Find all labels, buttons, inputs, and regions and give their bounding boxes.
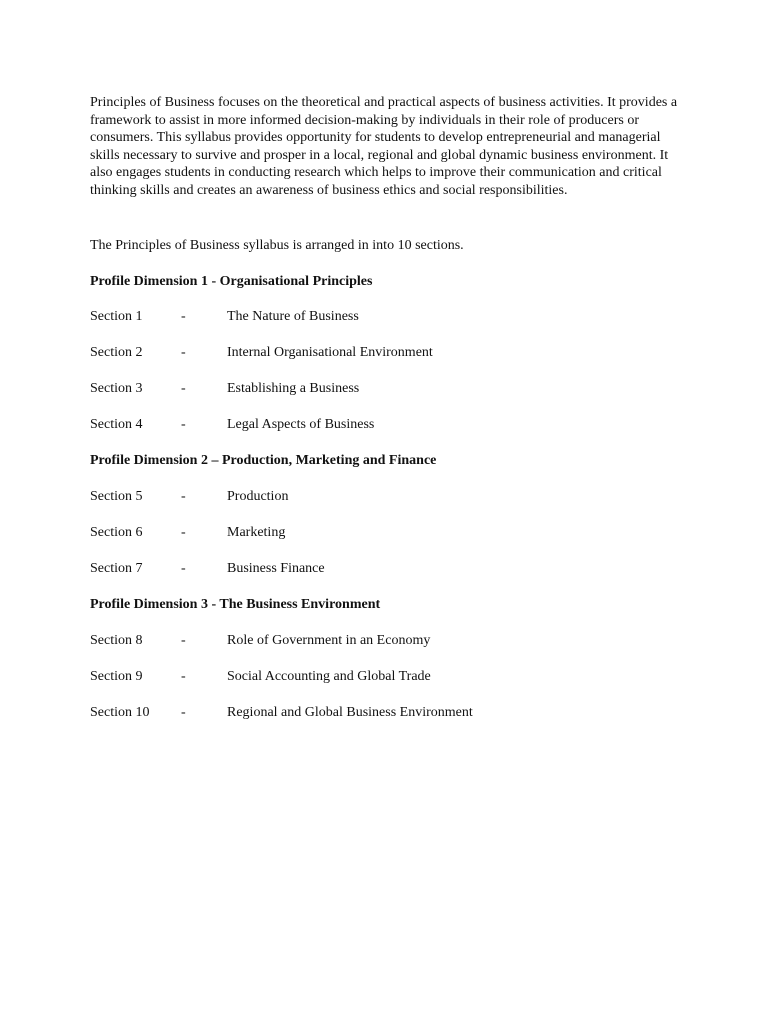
section-dash: - — [181, 525, 186, 540]
section-dash: - — [181, 633, 186, 648]
section-title: Social Accounting and Global Trade — [227, 669, 431, 684]
section-title: Establishing a Business — [227, 381, 360, 396]
section-title: Regional and Global Business Environment — [227, 705, 473, 720]
section-label: Section 9 — [90, 669, 143, 684]
section-row — [90, 380, 690, 398]
summary-paragraph: The Principles of Business syllabus is arranged in into 10 sections. — [90, 238, 464, 253]
section-dash: - — [181, 705, 186, 720]
section-dash: - — [181, 489, 186, 504]
section-label: Section 10 — [90, 705, 150, 720]
section-title: Legal Aspects of Business — [227, 417, 375, 432]
section-row — [90, 560, 690, 578]
section-label: Section 7 — [90, 561, 143, 576]
section-dash: - — [181, 345, 186, 360]
section-dash: - — [181, 561, 186, 576]
section-label: Section 3 — [90, 381, 143, 396]
intro-paragraph: Principles of Business focuses on the theoretical and practical aspects of business activities. It provides a framework to assist in more informed decision-making by individuals in their role of producers or consumers. This syllabus provides opportunity for students to develop entrepreneurial and managerial skills necessary to survive and prosper in a local, regional and global dynamic business environment. It also engages students in conducting research which helps to improve their communication and critical thinking skills and creates an awareness of business ethics and social responsibilities. — [90, 95, 678, 198]
section-row — [90, 488, 690, 506]
section-title: Business Finance — [227, 561, 325, 576]
section-row — [90, 308, 690, 326]
dimension-heading: Profile Dimension 1 - Organisational Principles — [90, 274, 373, 289]
section-row — [90, 704, 690, 722]
section-label: Section 8 — [90, 633, 143, 648]
section-title: Marketing — [227, 525, 286, 540]
section-label: Section 1 — [90, 309, 143, 324]
section-row — [90, 416, 690, 434]
section-title: The Nature of Business — [227, 309, 359, 324]
section-label: Section 4 — [90, 417, 143, 432]
section-dash: - — [181, 669, 186, 684]
section-row — [90, 632, 690, 650]
section-title: Role of Government in an Economy — [227, 633, 431, 648]
section-label: Section 5 — [90, 489, 143, 504]
section-dash: - — [181, 417, 186, 432]
section-label: Section 2 — [90, 345, 143, 360]
section-row — [90, 344, 690, 362]
section-title: Production — [227, 489, 289, 504]
section-row — [90, 524, 690, 542]
section-label: Section 6 — [90, 525, 143, 540]
section-dash: - — [181, 309, 186, 324]
section-title: Internal Organisational Environment — [227, 345, 433, 360]
dimension-heading: Profile Dimension 2 – Production, Marketing and Finance — [90, 453, 437, 468]
section-dash: - — [181, 381, 186, 396]
section-row — [90, 668, 690, 686]
dimension-heading: Profile Dimension 3 - The Business Environment — [90, 597, 381, 612]
